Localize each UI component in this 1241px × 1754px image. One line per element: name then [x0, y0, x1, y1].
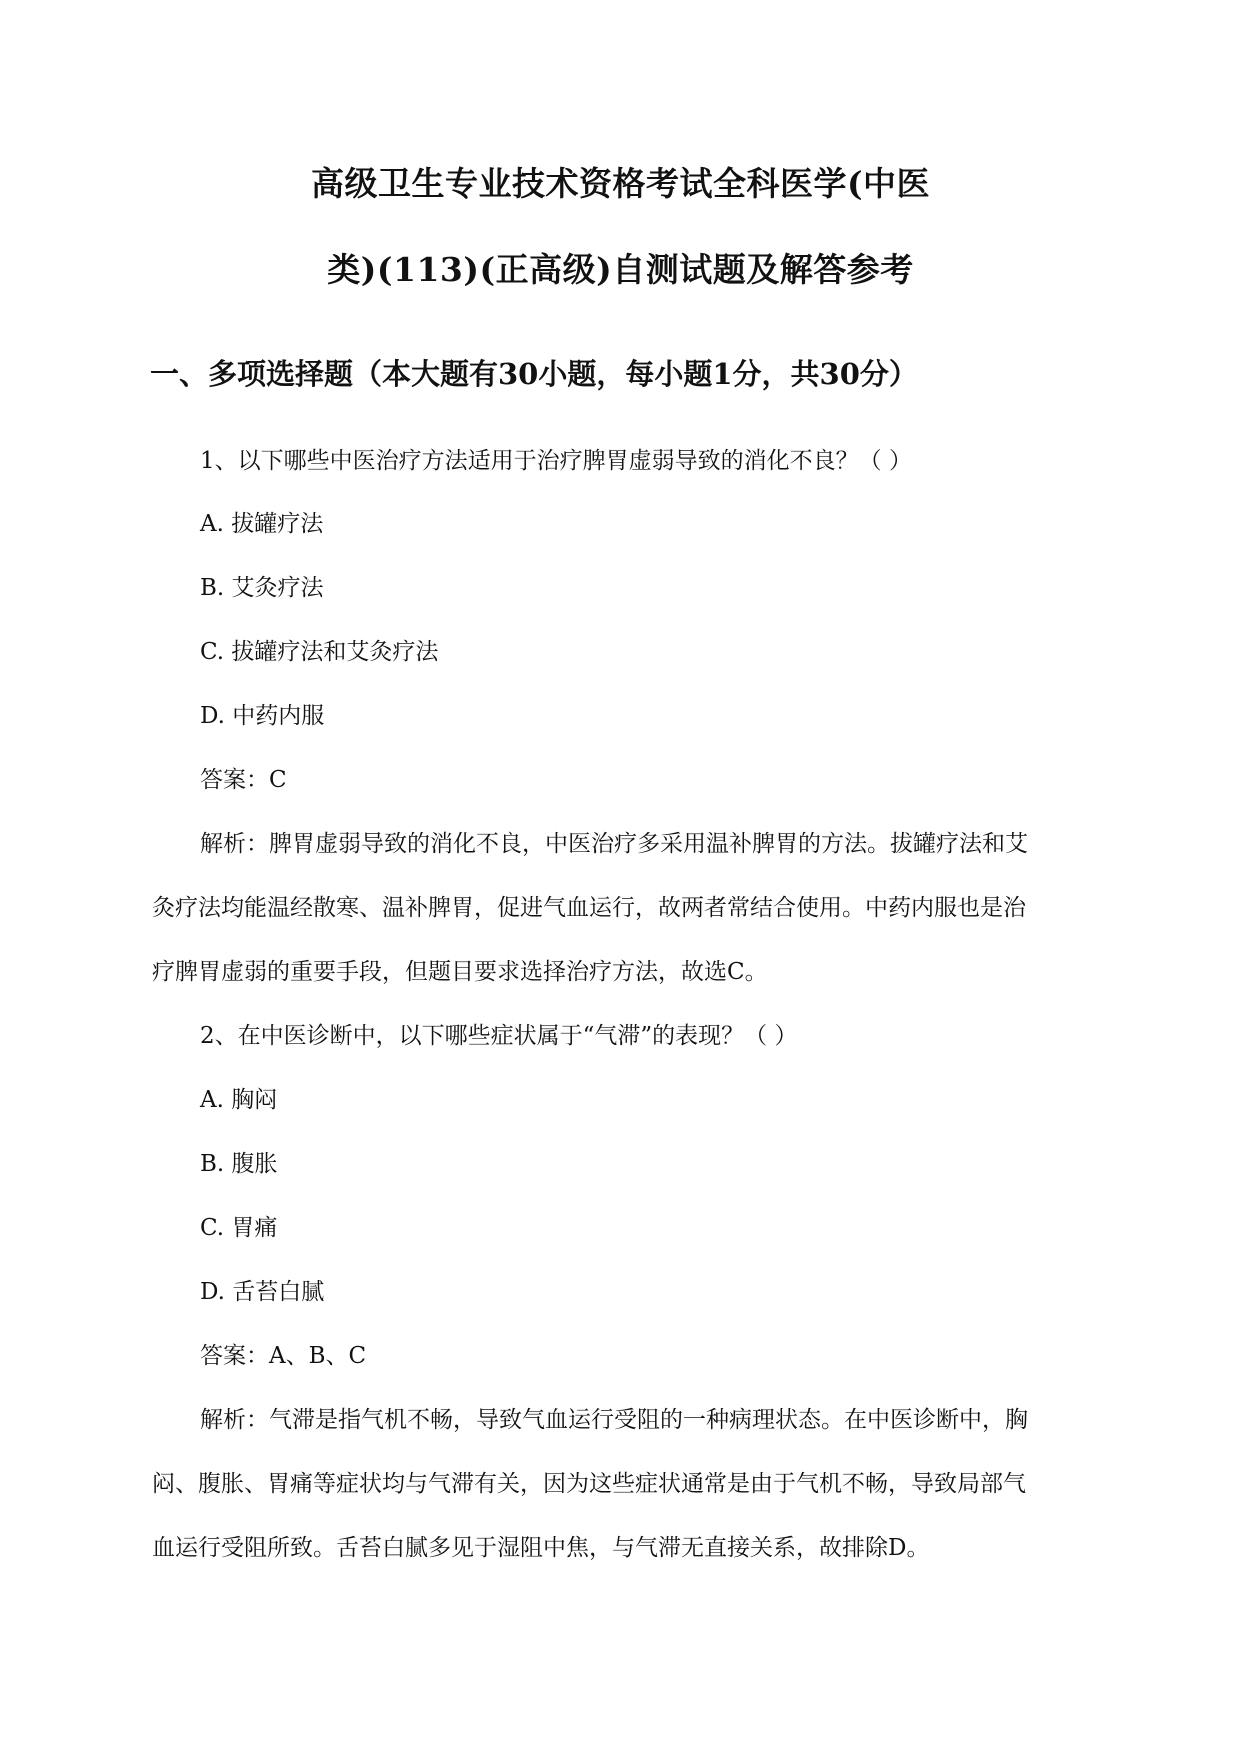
question-1-option-a: A. 拔罐疗法 — [200, 511, 324, 537]
question-1-stem: 1、以下哪些中医治疗方法适用于治疗脾胃虚弱导致的消化不良？（ ） — [200, 448, 912, 474]
question-2-option-b: B. 腹胀 — [200, 1151, 278, 1177]
question-1-option-d: D. 中药内服 — [200, 703, 325, 729]
question-2-answer: 答案：A、B、C — [200, 1343, 367, 1369]
question-1-analysis-line-2: 灸疗法均能温经散寒、温补脾胃，促进气血运行，故两者常结合使用。中药内服也是治 — [152, 895, 1026, 921]
question-2-analysis-line-3: 血运行受阻所致。舌苔白腻多见于湿阻中焦，与气滞无直接关系，故排除D。 — [152, 1535, 930, 1561]
question-2-option-d: D. 舌苔白腻 — [200, 1279, 325, 1305]
question-2-option-c: C. 胃痛 — [200, 1215, 278, 1241]
question-2-option-a: A. 胸闷 — [200, 1087, 278, 1113]
question-1-option-c: C. 拔罐疗法和艾灸疗法 — [200, 639, 439, 665]
question-1-analysis-line-3: 疗脾胃虚弱的重要手段，但题目要求选择治疗方法，故选C。 — [152, 959, 768, 985]
question-2-stem: 2、在中医诊断中，以下哪些症状属于“气滞”的表现？（ ） — [200, 1023, 798, 1049]
question-1-analysis-line-1: 解析：脾胃虚弱导致的消化不良，中医治疗多采用温补脾胃的方法。拔罐疗法和艾 — [200, 831, 1028, 857]
question-2-analysis-line-1: 解析：气滞是指气机不畅，导致气血运行受阻的一种病理状态。在中医诊断中，胸 — [200, 1407, 1028, 1433]
section-heading: 一、多项选择题（本大题有30小题，每小题1分，共30分） — [150, 357, 918, 391]
document-title-line-1: 高级卫生专业技术资格考试全科医学(中医 — [310, 164, 931, 203]
document-title-line-2: 类)(113)(正高级)自测试题及解答参考 — [327, 250, 914, 289]
question-2-analysis-line-2: 闷、腹胀、胃痛等症状均与气滞有关，因为这些症状通常是由于气机不畅，导致局部气 — [152, 1471, 1026, 1497]
question-1-answer: 答案：C — [200, 767, 287, 793]
question-1-option-b: B. 艾灸疗法 — [200, 575, 324, 601]
